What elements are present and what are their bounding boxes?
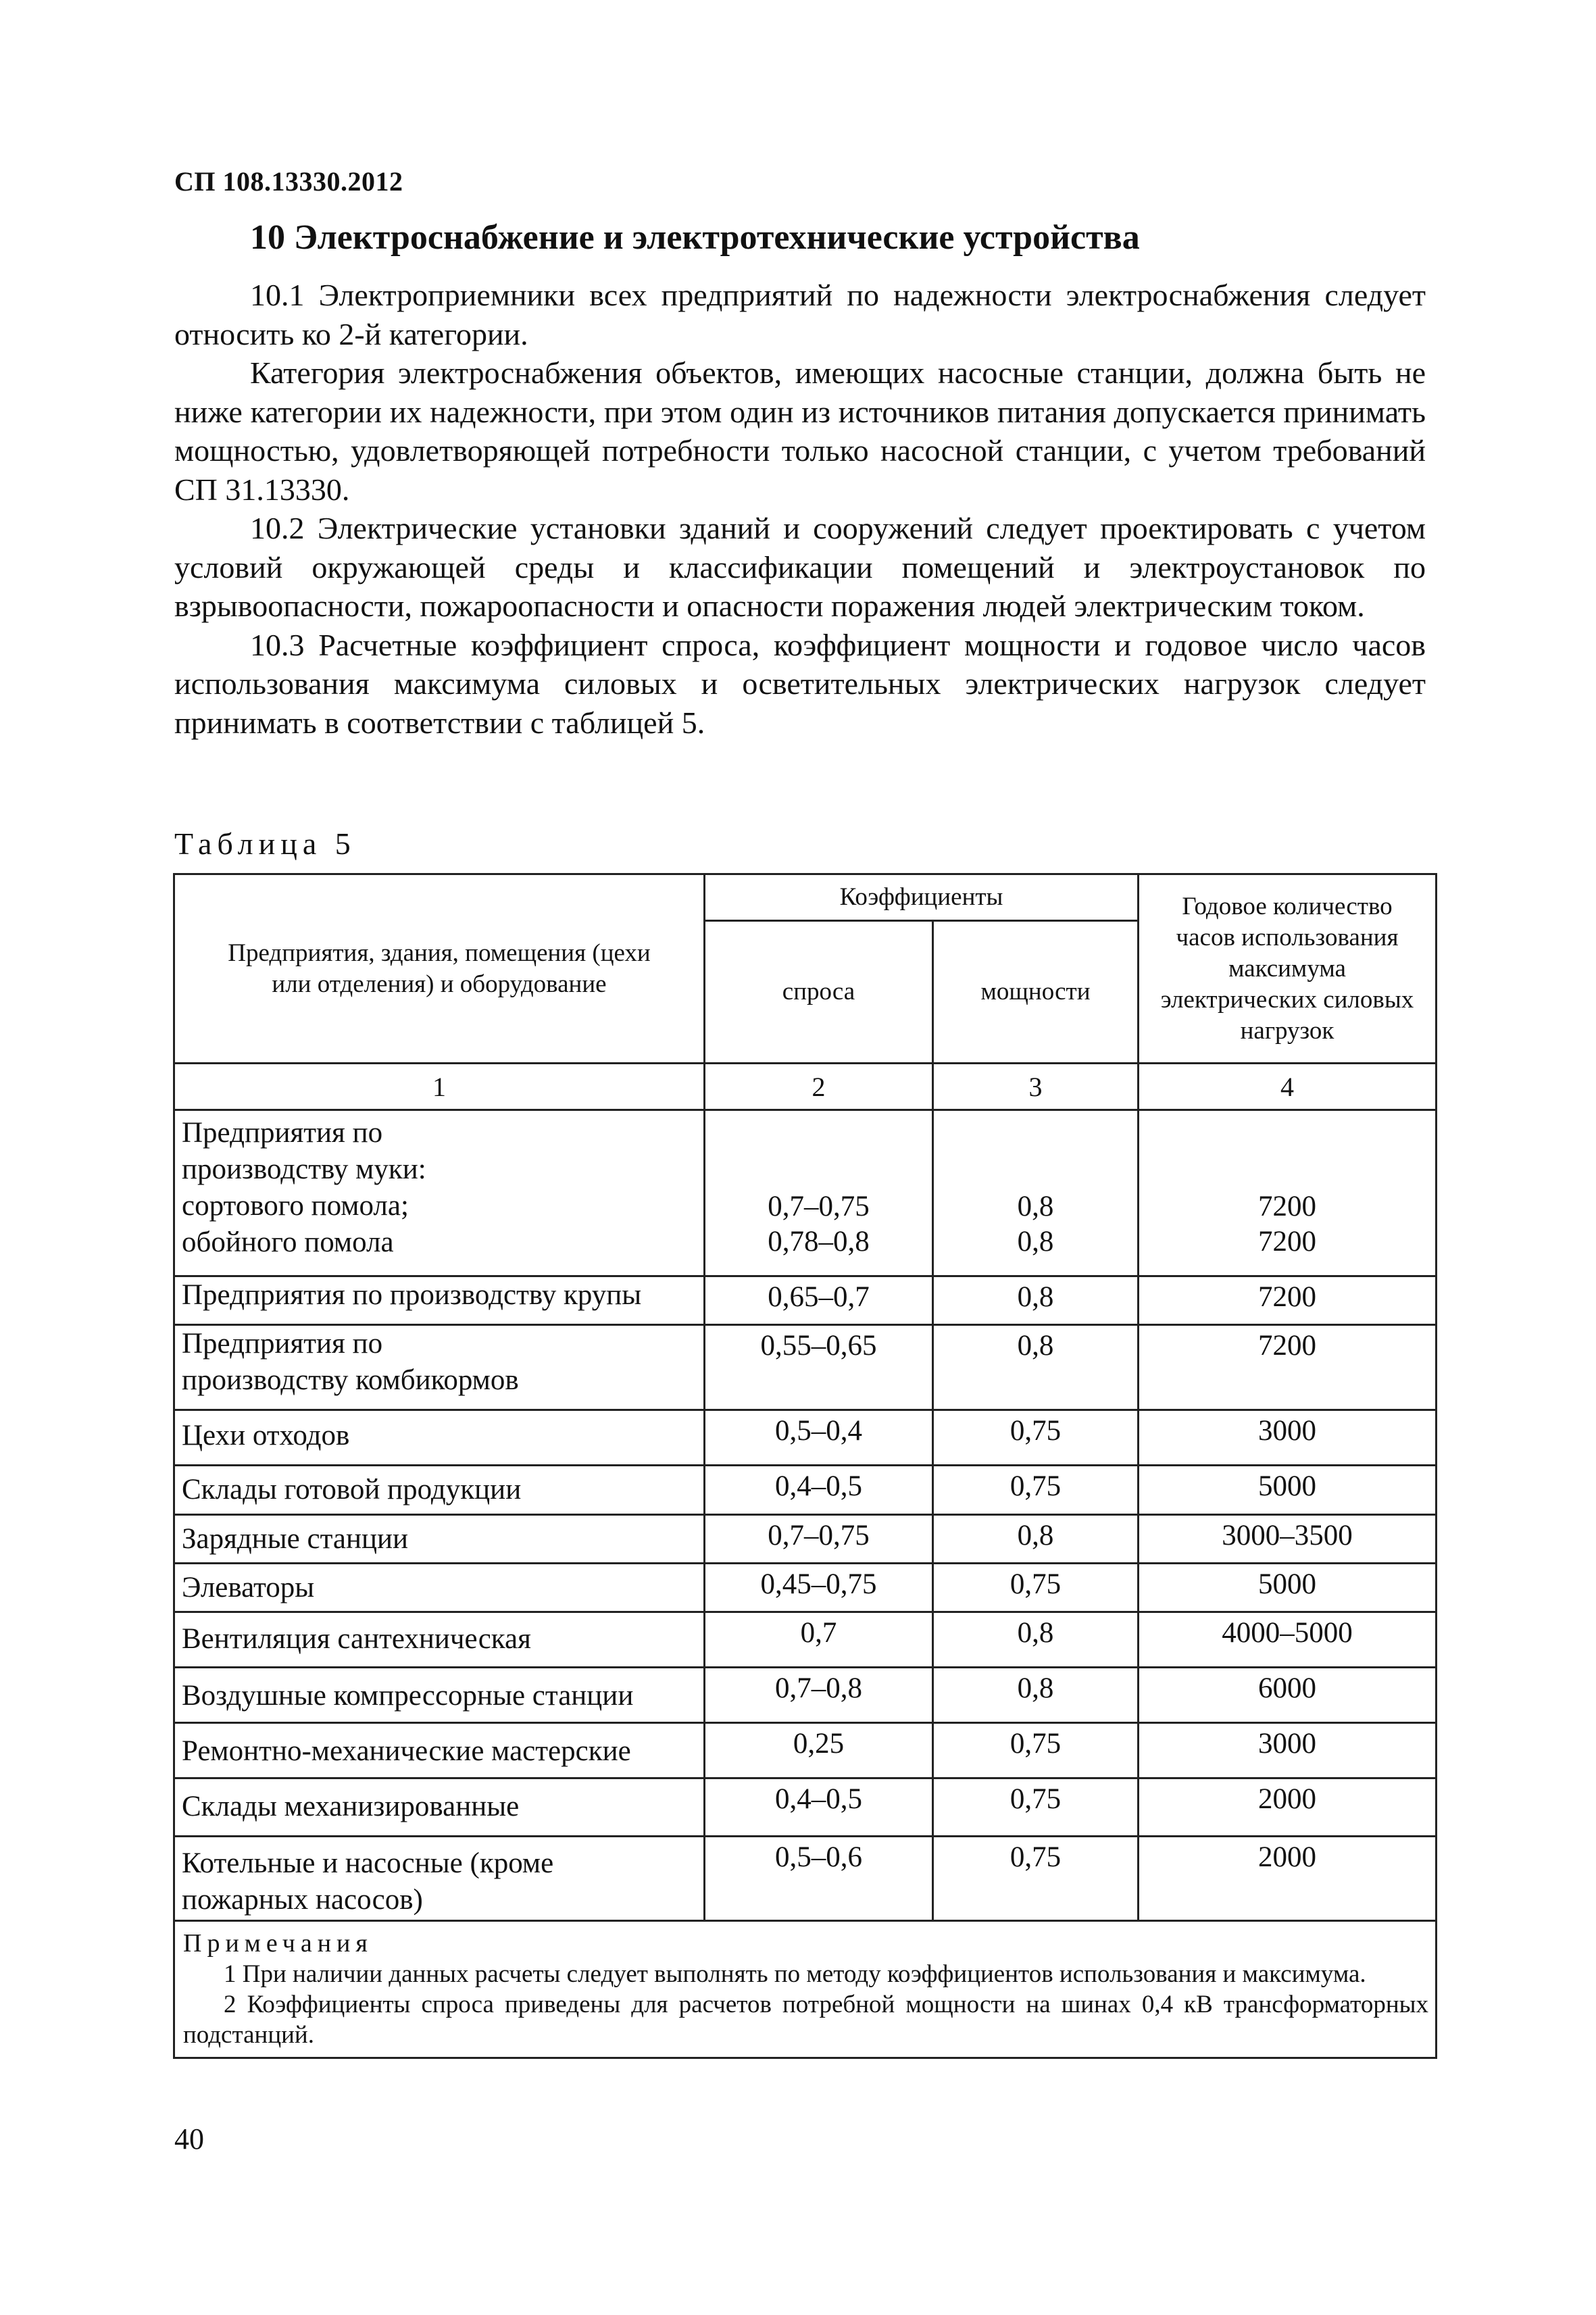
column-number: 1 <box>174 1064 705 1110</box>
header-demand: спроса <box>705 921 933 1064</box>
hours-cell: 5000 <box>1139 1564 1437 1612</box>
section-title: 10 Электроснабжение и электротехнические устройства <box>250 218 1140 257</box>
column-number: 4 <box>1139 1064 1437 1110</box>
demand-value: 0,78–0,8 <box>768 1226 870 1258</box>
row-name: Ремонтно-механические мастерские <box>174 1723 705 1778</box>
hours-cell: 7200 <box>1139 1325 1437 1410</box>
demand-cell <box>705 1110 933 1276</box>
table-row <box>174 1837 1437 1921</box>
table-row-flour <box>174 1110 1437 1276</box>
power-cell: 0,75 <box>933 1466 1139 1515</box>
table-row <box>174 1723 1437 1778</box>
row-name: Склады механизированные <box>174 1778 705 1837</box>
hours-cell: 5000 <box>1139 1466 1437 1515</box>
paragraph-10-2: 10.2 Электрические установки зданий и сооружений следует проектировать с учетом условий окружающей среды и классификации помещений и электроустановок по взрывоопасности, пожароопасности и опасности поражения людей электрическим током. <box>174 511 1426 623</box>
table-row <box>174 1325 1437 1410</box>
flour-group-title: Предприятия по производству муки: <box>182 1117 426 1185</box>
hours-cell: 3000–3500 <box>1139 1515 1437 1564</box>
demand-cell: 0,5–0,6 <box>705 1837 933 1921</box>
body-text <box>174 276 1426 742</box>
hours-value: 7200 <box>1258 1191 1316 1222</box>
flour-item-name: обойного помола <box>182 1226 394 1258</box>
demand-value: 0,7–0,75 <box>768 1191 870 1222</box>
row-name: Зарядные станции <box>174 1515 705 1564</box>
table-row <box>174 1276 1437 1325</box>
header-power: мощности <box>933 921 1139 1064</box>
coefficients-table <box>173 873 1437 2059</box>
demand-cell: 0,5–0,4 <box>705 1410 933 1466</box>
table-row <box>174 1466 1437 1515</box>
row-name: Склады готовой продукции <box>174 1466 705 1515</box>
power-cell: 0,8 <box>933 1325 1139 1410</box>
column-numbers-row <box>174 1064 1437 1110</box>
hours-cell <box>1139 1110 1437 1276</box>
notes-cell <box>174 1921 1437 2058</box>
hours-cell: 3000 <box>1139 1723 1437 1778</box>
table-row <box>174 1778 1437 1837</box>
table-row <box>174 1410 1437 1466</box>
notes-row <box>174 1921 1437 2058</box>
row-name: Цехи отходов <box>174 1410 705 1466</box>
table-row <box>174 1612 1437 1668</box>
row-name <box>174 1110 705 1276</box>
hours-value: 7200 <box>1258 1226 1316 1258</box>
row-name: Элеваторы <box>174 1564 705 1612</box>
note-item: 1 При наличии данных расчеты следует выполнять по методу коэффициентов использования и максимума. <box>224 1960 1366 1988</box>
demand-cell: 0,7 <box>705 1612 933 1668</box>
demand-cell: 0,65–0,7 <box>705 1276 933 1325</box>
column-number: 2 <box>705 1064 933 1110</box>
row-name: Предприятия по производству комбикормов <box>174 1325 705 1410</box>
hours-cell: 2000 <box>1139 1837 1437 1921</box>
demand-cell: 0,4–0,5 <box>705 1778 933 1837</box>
hours-cell: 4000–5000 <box>1139 1612 1437 1668</box>
row-name: Вентиляция сантехническая <box>174 1612 705 1668</box>
note-item: 2 Коэффициенты спроса приведены для расчетов потребной мощности на шинах 0,4 кВ трансформаторных подстанций. <box>183 1991 1428 2049</box>
table-row <box>174 1564 1437 1612</box>
demand-cell: 0,7–0,75 <box>705 1515 933 1564</box>
hours-cell: 7200 <box>1139 1276 1437 1325</box>
header-coefficients: Коэффициенты <box>705 874 1139 921</box>
power-cell: 0,75 <box>933 1837 1139 1921</box>
power-cell: 0,8 <box>933 1515 1139 1564</box>
row-name: Предприятия по производству крупы <box>174 1276 705 1325</box>
hours-cell: 6000 <box>1139 1668 1437 1723</box>
power-cell: 0,75 <box>933 1778 1139 1837</box>
hours-cell: 2000 <box>1139 1778 1437 1837</box>
document-code: СП 108.13330.2012 <box>174 166 403 197</box>
power-cell: 0,75 <box>933 1410 1139 1466</box>
demand-cell: 0,4–0,5 <box>705 1466 933 1515</box>
demand-cell: 0,55–0,65 <box>705 1325 933 1410</box>
table-caption: Таблица 5 <box>174 826 356 861</box>
paragraph-10-1: 10.1 Электроприемники всех предприятий по надежности электроснабжения следует относить ко 2-й категории. <box>174 278 1426 351</box>
power-cell: 0,8 <box>933 1276 1139 1325</box>
row-name: Воздушные компрессорные станции <box>174 1668 705 1723</box>
flour-item-name: сортового помола; <box>182 1190 409 1222</box>
paragraph-category: Категория электроснабжения объектов, имеющих насосные станции, должна быть не ниже категории их надежности, при этом один из источников питания допускается принимать мощностью, удовлетворяющей потребности только насосной станции, с учетом требований СП 31.13330. <box>174 355 1426 507</box>
demand-cell: 0,7–0,8 <box>705 1668 933 1723</box>
page-number: 40 <box>174 2122 204 2156</box>
power-value: 0,8 <box>1017 1226 1054 1258</box>
header-annual-hours: Годовое количество часов использования максимума электрических силовых нагрузок <box>1139 874 1437 1064</box>
power-value: 0,8 <box>1017 1191 1054 1222</box>
hours-cell: 3000 <box>1139 1410 1437 1466</box>
power-cell: 0,8 <box>933 1668 1139 1723</box>
power-cell: 0,8 <box>933 1612 1139 1668</box>
row-name: Котельные и насосные (кроме пожарных насосов) <box>174 1837 705 1921</box>
notes-title: Примечания <box>183 1929 373 1958</box>
header-enterprises: Предприятия, здания, помещения (цехи или отделения) и оборудование <box>174 874 705 1064</box>
power-cell: 0,75 <box>933 1723 1139 1778</box>
table-row <box>174 1515 1437 1564</box>
table-row <box>174 1668 1437 1723</box>
column-number: 3 <box>933 1064 1139 1110</box>
demand-cell: 0,45–0,75 <box>705 1564 933 1612</box>
paragraph-10-3: 10.3 Расчетные коэффициент спроса, коэффициент мощности и годовое число часов использования максимума силовых и осветительных электрических нагрузок следует принимать в соответствии с таблицей 5. <box>174 627 1426 740</box>
power-cell: 0,75 <box>933 1564 1139 1612</box>
power-cell <box>933 1110 1139 1276</box>
demand-cell: 0,25 <box>705 1723 933 1778</box>
